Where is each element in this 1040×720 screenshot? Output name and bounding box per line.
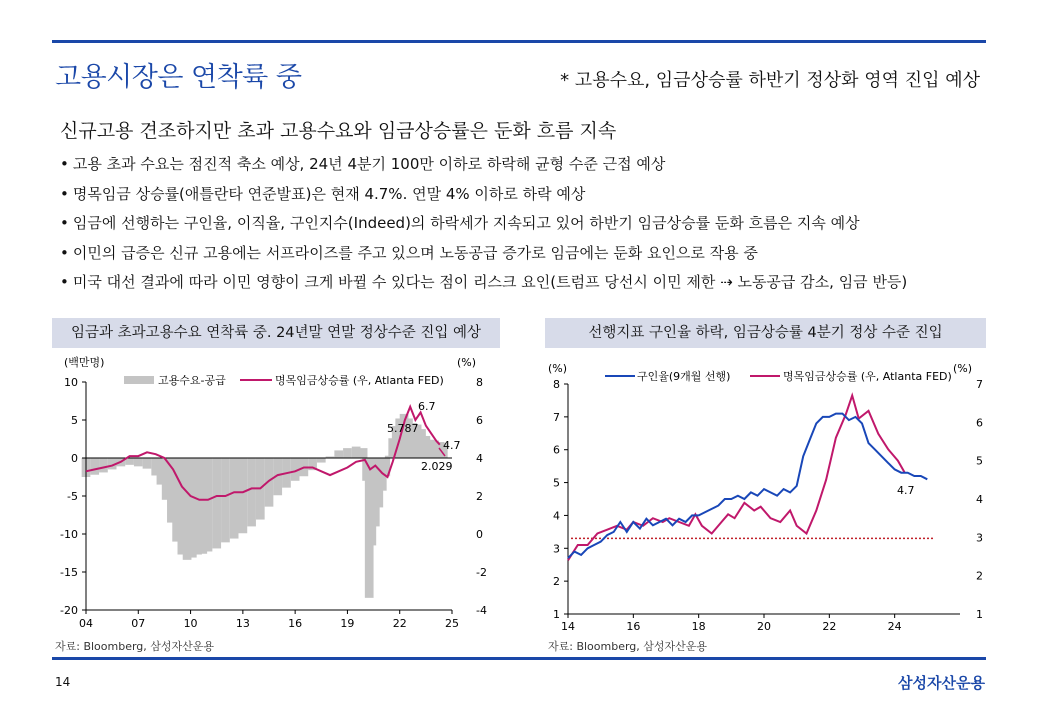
y-tick-label-left: 5 — [71, 414, 78, 427]
legend-line-label: 명목임금상승률 (우, Atlanta FED) — [275, 374, 444, 387]
left-chart — [52, 352, 500, 636]
bar-mark — [247, 458, 256, 526]
y-tick-label-right: 4 — [476, 452, 483, 465]
y-tick-label-left: -20 — [60, 604, 78, 617]
y-tick-label-right: 5 — [976, 454, 983, 468]
y-tick-label-right: -4 — [476, 604, 487, 617]
bar-mark — [239, 458, 248, 533]
legend-wage-label: 명목임금상승률 (우, Atlanta FED) — [783, 370, 952, 383]
x-tick-label: 13 — [235, 617, 250, 630]
y-tick-label-left: 7 — [553, 410, 560, 424]
page-title: 고용시장은 연착륙 중 — [55, 62, 302, 93]
bullet-item: • 미국 대선 결과에 따라 이민 영향이 크게 바뀔 수 있다는 점이 리스크 요인(트럼프 당선시 이민 제한 ⇢ 노동공급 감소, 임금 반등) — [60, 268, 907, 298]
legend-bar-swatch — [124, 376, 154, 384]
x-tick-label: 22 — [822, 620, 837, 633]
x-tick-label: 19 — [340, 617, 355, 630]
bar-mark — [221, 458, 230, 542]
bar-mark — [99, 458, 108, 472]
bar-mark — [343, 448, 352, 458]
y-tick-label-left: -10 — [60, 528, 78, 541]
legend-job-label: 구인율(9개월 선행) — [637, 370, 731, 383]
bar-mark — [143, 458, 152, 469]
y-axis-unit-left: (백만명) — [64, 356, 105, 369]
chart-left-source: 자료: Bloomberg, 삼성자산운용 — [55, 640, 215, 653]
job-openings-line — [568, 414, 927, 558]
bar-mark — [230, 458, 239, 539]
x-tick-label: 22 — [392, 617, 407, 630]
bottom-rule — [52, 657, 986, 660]
y-tick-label-right: 6 — [476, 414, 483, 427]
headline: 신규고용 견조하지만 초과 고용수요와 임금상승률은 둔화 흐름 지속 — [60, 120, 617, 142]
chart-right-source: 자료: Bloomberg, 삼성자산운용 — [548, 640, 708, 653]
y-tick-label-right: 1 — [976, 608, 983, 621]
annotation-current-wage: 4.7 — [897, 484, 915, 497]
bar-mark — [212, 458, 221, 548]
brand-logo: 삼성자산운용 — [898, 674, 985, 692]
page-number: 14 — [55, 675, 71, 689]
y-tick-label-right: 0 — [476, 528, 483, 541]
y-tick-label-left: 2 — [553, 575, 560, 589]
y-tick-label-left: 6 — [553, 443, 560, 457]
y-tick-label-left: -15 — [60, 566, 78, 579]
legend-bar-label: 고용수요-공급 — [158, 374, 226, 387]
y-tick-label-left: 1 — [553, 608, 560, 621]
y-tick-label-right: 2 — [976, 569, 983, 583]
bar-mark — [134, 458, 143, 466]
wage-growth-line — [86, 407, 440, 500]
page-subtitle: * 고용수요, 임금상승률 하반기 정상화 영역 진입 예상 — [560, 70, 980, 91]
bar-mark — [334, 450, 343, 458]
x-tick-label: 10 — [183, 617, 198, 630]
wage-growth-line — [568, 396, 905, 561]
y-axis-unit-left: (%) — [548, 362, 568, 375]
y-tick-label-left: 10 — [64, 376, 78, 389]
y-tick-label-right: 3 — [976, 531, 983, 545]
bullet-item: • 임금에 선행하는 구인율, 이직율, 구인지수(Indeed)의 하락세가 지속되고 있어 하반기 임금상승률 둔화 흐름은 지속 예상 — [60, 209, 907, 239]
bar-mark — [317, 458, 326, 463]
right-chart — [545, 352, 986, 636]
annotation-current-wage: 4.7 — [443, 439, 461, 452]
bar-mark — [204, 458, 213, 551]
bullet-item: • 명목임금 상승률(애틀란타 연준발표)은 현재 4.7%. 연말 4% 이하로 하락 예상 — [60, 180, 907, 210]
x-tick-label: 25 — [445, 617, 459, 630]
bullet-item: • 이민의 급증은 신규 고용에는 서프라이즈를 주고 있으며 노동공급 증가로 임금에는 둔화 요인으로 작용 중 — [60, 239, 907, 269]
y-tick-label-right: 4 — [976, 493, 983, 506]
bar-mark — [90, 458, 99, 475]
y-tick-label-right: -2 — [476, 566, 487, 579]
chart-right-title: 선행지표 구인율 하락, 임금상승률 4분기 정상 수준 진입 — [545, 318, 986, 348]
y-axis-unit-right: (%) — [953, 362, 973, 375]
y-tick-label-left: 4 — [553, 509, 560, 523]
annotation-current-gap: 2.029 — [421, 460, 453, 473]
annotation-peak-gap: 5.787 — [387, 422, 419, 435]
top-rule — [52, 40, 986, 43]
x-tick-label: 16 — [626, 620, 641, 633]
y-tick-label-left: 5 — [553, 476, 560, 490]
y-tick-label-left: 8 — [553, 378, 560, 391]
bar-mark — [359, 448, 368, 458]
x-tick-label: 07 — [131, 617, 146, 630]
y-tick-label-left: -5 — [67, 490, 78, 503]
annotation-peak-wage: 6.7 — [418, 400, 436, 413]
bullet-list — [60, 150, 907, 298]
x-tick-label: 20 — [757, 620, 771, 633]
y-tick-label-right: 6 — [976, 416, 983, 430]
chart-left-title: 임금과 초과고용수요 연착륙 중. 24년말 연말 정상수준 진입 예상 — [52, 318, 500, 348]
x-tick-label: 04 — [79, 617, 93, 630]
y-tick-label-right: 2 — [476, 490, 483, 503]
bullet-item: • 고용 초과 수요는 점진적 축소 예상, 24년 4분기 100만 이하로 하락해 균형 수준 근접 예상 — [60, 150, 907, 180]
x-tick-label: 24 — [887, 620, 902, 633]
y-tick-label-right: 7 — [976, 378, 983, 391]
x-tick-label: 14 — [561, 620, 575, 633]
y-axis-unit-right: (%) — [457, 356, 477, 369]
x-tick-label: 18 — [691, 620, 706, 633]
y-tick-label-right: 8 — [476, 376, 483, 389]
y-tick-label-left: 3 — [553, 542, 560, 556]
y-tick-label-left: 0 — [71, 452, 78, 465]
x-tick-label: 16 — [288, 617, 303, 630]
